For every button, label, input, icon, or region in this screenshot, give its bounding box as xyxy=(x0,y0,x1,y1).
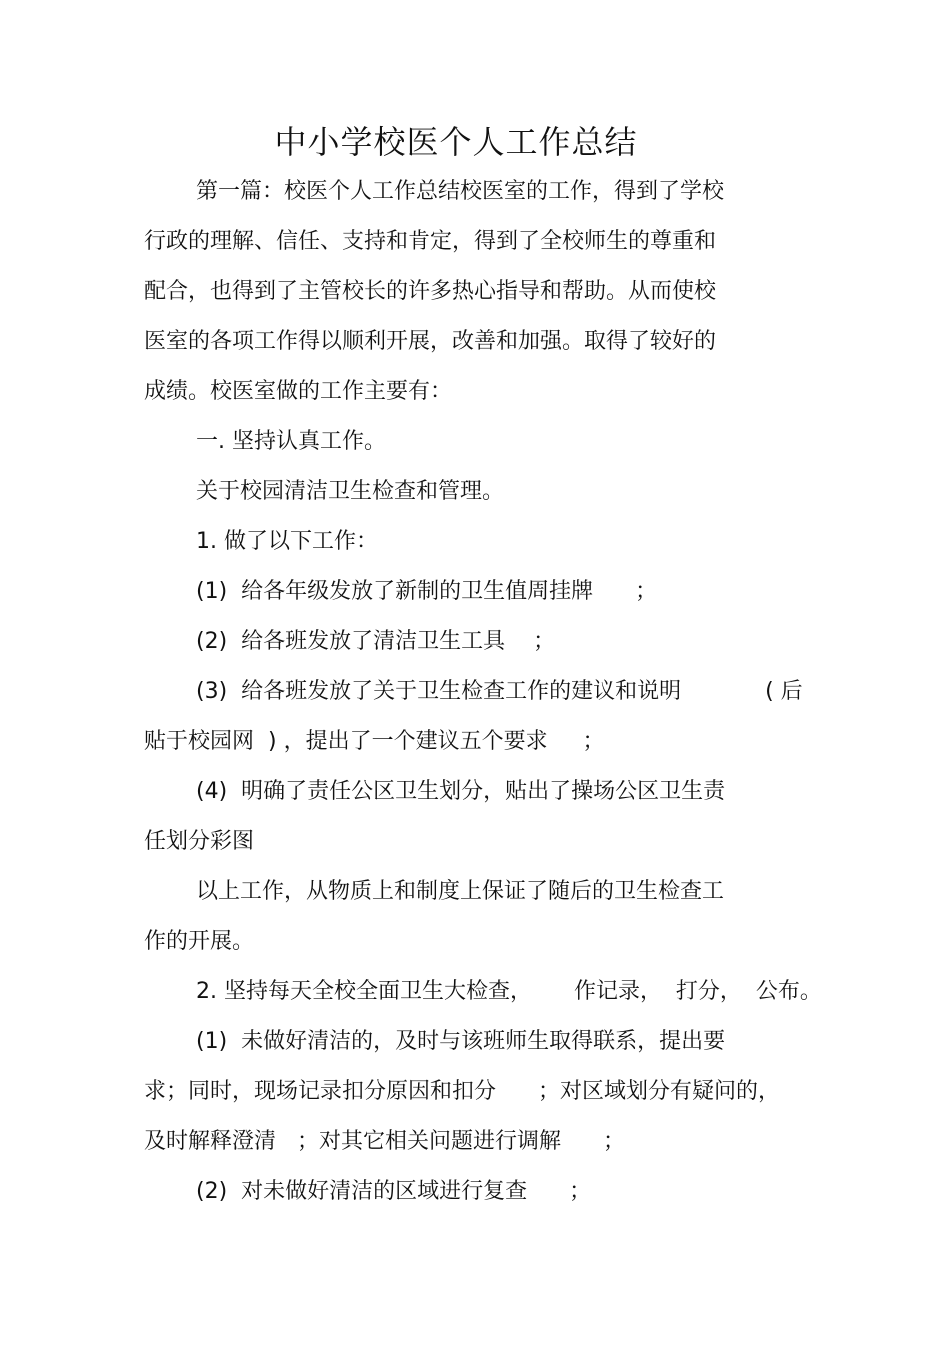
paragraph-line: 作的开展。 xyxy=(144,929,255,954)
paragraph-line: 以上工作，从物质上和制度上保证了随后的卫生检查工 xyxy=(196,879,725,904)
list-heading: 2. 坚持每天全校全面卫生大检查， 作记录， 打分， 公布。 xyxy=(196,979,822,1004)
paragraph-line: 行政的理解、信任、支持和肯定，得到了全校师生的尊重和 xyxy=(144,229,717,254)
list-item-continuation: 任划分彩图 xyxy=(144,829,255,854)
list-item: (1) 给各年级发放了新制的卫生值周挂牌 ； xyxy=(196,579,658,604)
section-heading: 一. 坚持认真工作。 xyxy=(196,429,386,454)
paragraph-line: 配合，也得到了主管校长的许多热心指导和帮助。从而使校 xyxy=(144,279,717,304)
list-item-continuation: 求；同时，现场记录扣分原因和扣分 ；对区域划分有疑问的， xyxy=(144,1079,780,1104)
list-item: (2) 对未做好清洁的区域进行复查 ； xyxy=(196,1179,592,1204)
list-item: (1) 未做好清洁的，及时与该班师生取得联系，提出要 xyxy=(196,1029,726,1054)
paragraph-line: 第一篇：校医个人工作总结校医室的工作，得到了学校 xyxy=(196,179,725,204)
paragraph-line: 关于校园清洁卫生检查和管理。 xyxy=(196,479,505,504)
list-item-continuation: 及时解释澄清 ；对其它相关问题进行调解 ； xyxy=(144,1129,625,1154)
list-item: (4) 明确了责任公区卫生划分，贴出了操场公区卫生责 xyxy=(196,779,726,804)
list-item: (2) 给各班发放了清洁卫生工具 ； xyxy=(196,629,556,654)
paragraph-line: 医室的各项工作得以顺利开展，改善和加强。取得了较好的 xyxy=(144,329,717,354)
list-heading: 1. 做了以下工作： xyxy=(196,529,378,554)
list-item-continuation: 贴于校园网 ) ，提出了一个建议五个要求 ； xyxy=(144,729,605,754)
list-item: (3) 给各班发放了关于卫生检查工作的建议和说明 ( 后 xyxy=(196,679,803,704)
paragraph-line: 成绩。校医室做的工作主要有： xyxy=(144,379,453,404)
document-title: 中小学校医个人工作总结 xyxy=(274,123,638,161)
